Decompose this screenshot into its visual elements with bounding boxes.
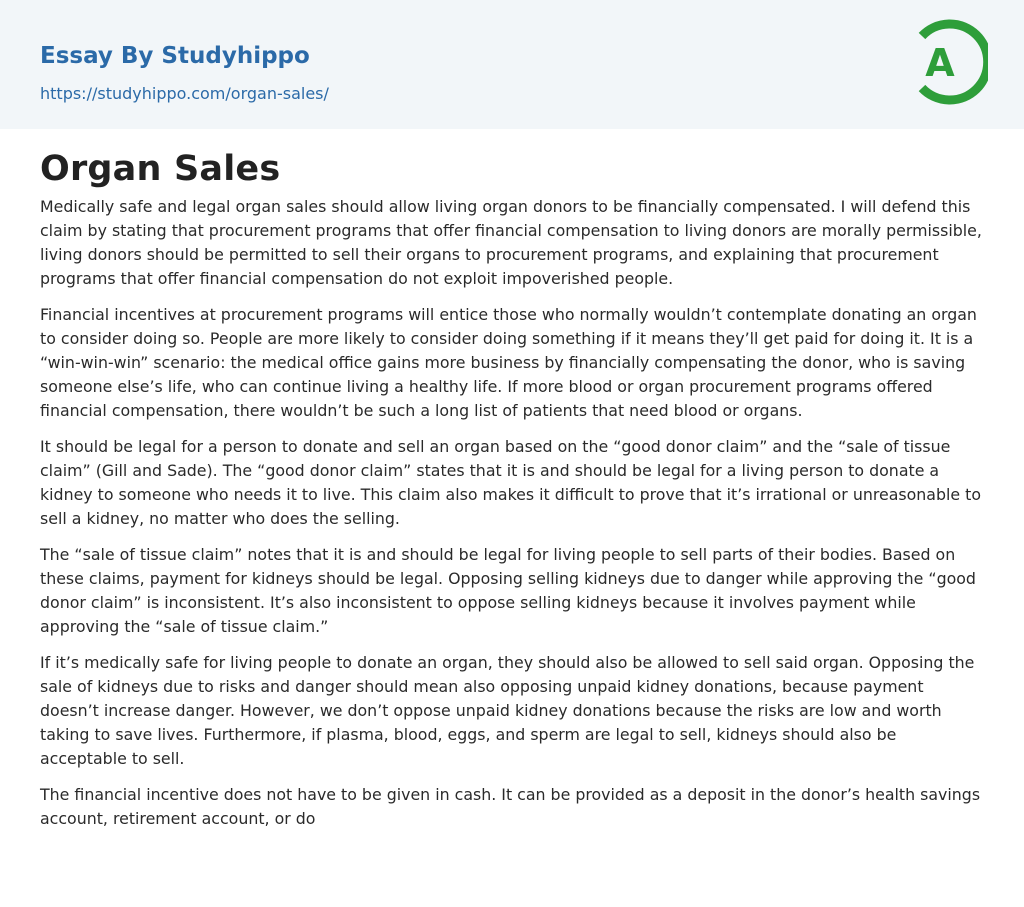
logo-letter: A xyxy=(925,41,955,85)
page-title: Organ Sales xyxy=(40,149,281,189)
essay-url-link[interactable]: https://studyhippo.com/organ-sales/ xyxy=(40,84,329,103)
essay-paragraph: It should be legal for a person to donate and sell an organ based on the “good donor claim” and the “sale of tissue claim” (Gill and Sade). The “good donor claim” states that it is and should be legal for a living person to donate a kidney to someone who needs it to live. This claim also makes it difficult to prove that it’s irrational or unreasonable to sell a kidney, no matter who does the selling. xyxy=(40,437,981,528)
article-body xyxy=(0,147,1024,831)
essay-paragraph: Financial incentives at procurement programs will entice those who normally wouldn’t contemplate donating an organ to consider doing so. People are more likely to consider doing something if it means they’ll get paid for doing it. It is a “win-win-win” scenario: the medical office gains more business by financially compensating the donor, who is saving someone else’s life, who can continue living a healthy life. If more blood or organ procurement programs offered financial compensation, there wouldn’t be such a long list of patients that need blood or organs. xyxy=(40,305,977,420)
essay-paragraph: The financial incentive does not have to be given in cash. It can be provided as a deposit in the donor’s health savings account, retirement account, or do xyxy=(40,785,981,828)
studyhippo-logo-icon[interactable] xyxy=(908,18,988,106)
brand-title[interactable]: Essay By Studyhippo xyxy=(40,43,310,69)
essay-paragraph: The “sale of tissue claim” notes that it is and should be legal for living people to sell parts of their bodies. Based on these claims, payment for kidneys should be legal. Opposing selling kidneys due to danger while approving the “good donor claim” is inconsistent. It’s also inconsistent to oppose selling kidneys because it involves payment while approving the “sale of tissue claim.” xyxy=(40,545,976,636)
essay-paragraph: If it’s medically safe for living people to donate an organ, they should also be allowed to sell said organ. Opposing the sale of kidneys due to risks and danger should mean also opposing unpaid kidney donations, because payment doesn’t increase danger. However, we don’t oppose unpaid kidney donations because the risks are low and worth taking to save lives. Furthermore, if plasma, blood, eggs, and sperm are legal to sell, kidneys should also be acceptable to sell. xyxy=(40,653,975,768)
essay-paragraph: Medically safe and legal organ sales should allow living organ donors to be financially compensated. I will defend this claim by stating that procurement programs that offer financial compensation to living donors are morally permissible, living donors should be permitted to sell their organs to procurement programs, and explaining that procurement programs that offer financial compensation do not exploit impoverished people. xyxy=(40,197,982,288)
site-header xyxy=(0,0,1024,129)
